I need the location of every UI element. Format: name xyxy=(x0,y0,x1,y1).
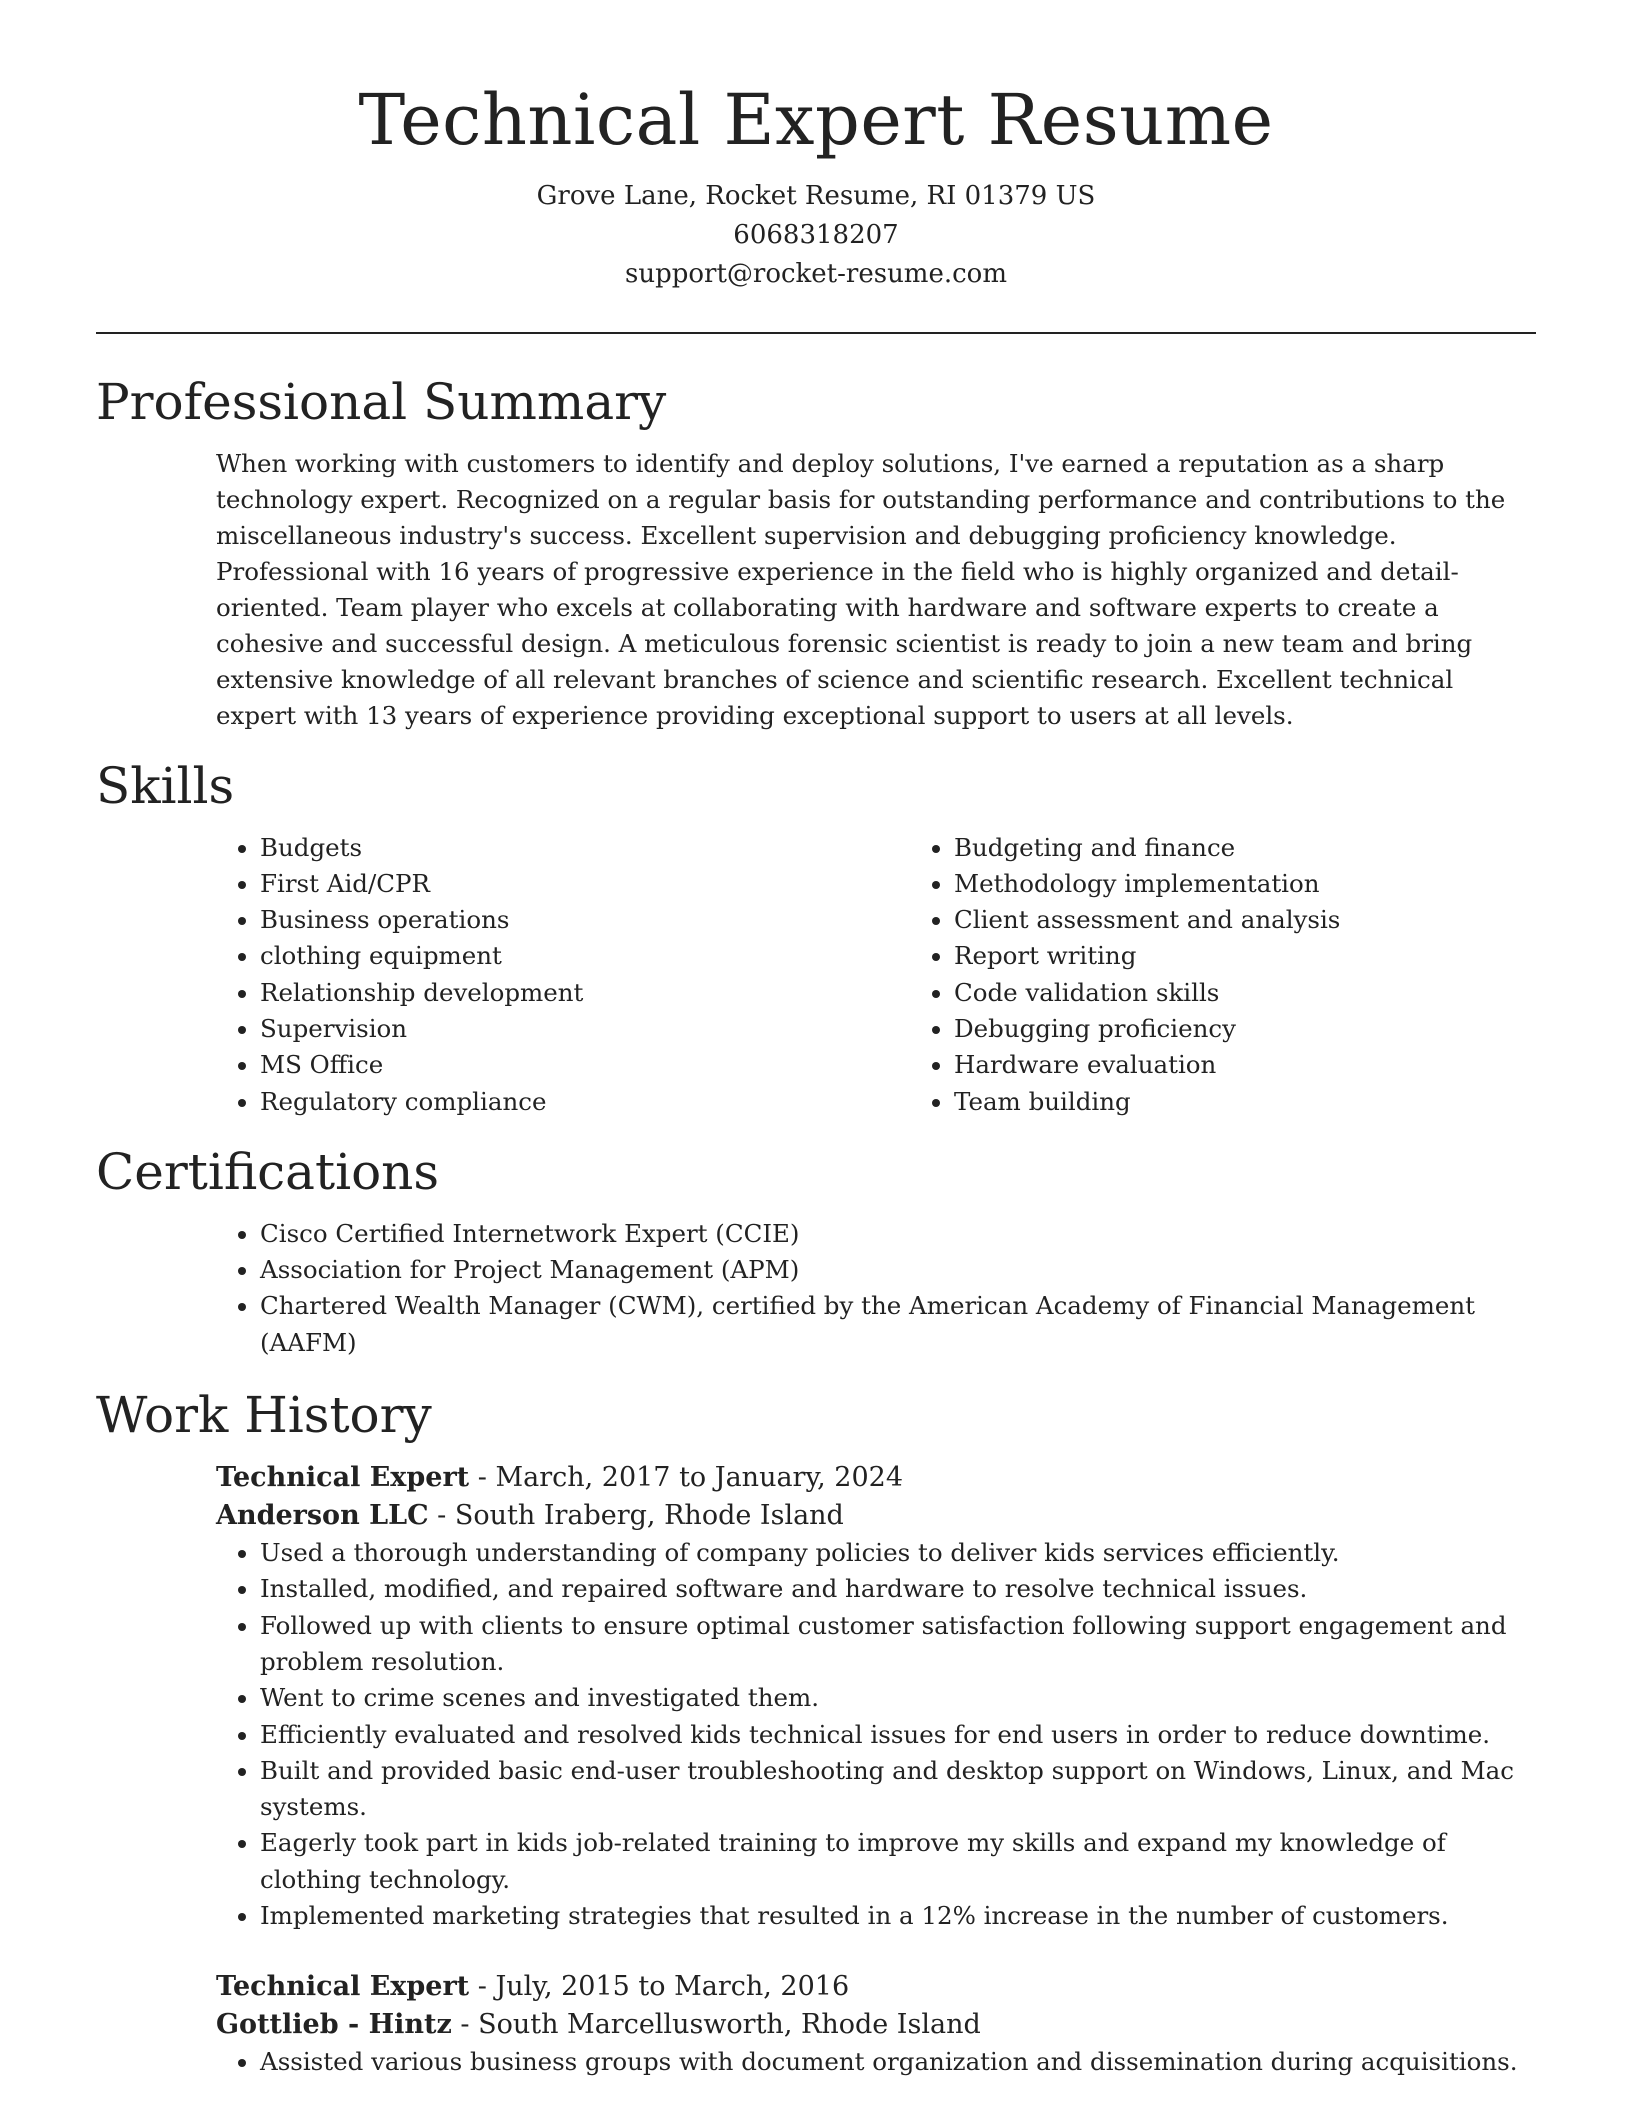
job-location: - South Marcellusworth, Rhode Island xyxy=(451,2009,981,2041)
skill-item: • Report writing xyxy=(954,938,1604,974)
job-location: - South Iraberg, Rhode Island xyxy=(428,1500,844,1532)
skill-item: • clothing equipment xyxy=(260,938,910,974)
work-history-heading: Work History xyxy=(96,1386,432,1445)
job-title-line xyxy=(216,1459,1536,1497)
skill-item: • MS Office xyxy=(260,1047,910,1083)
skill-item: • Team building xyxy=(954,1084,1604,1120)
skill-item: • Relationship development xyxy=(260,975,910,1011)
skills-heading: Skills xyxy=(96,756,235,815)
summary-text: When working with customers to identify and deploy solutions, I've earned a reputation as a sharp technology expert. Recognized on a regular basis for outstanding performance and contributions to the miscellaneous industry's success. Excellent supervision and debugging proficiency knowledge. Professional with 16 years of progressive experience in the field who is highly organized and detail-oriented. Team player who excels at collaborating with hardware and software experts to create a cohesive and successful design. A meticulous forensic scientist is ready to join a new team and bring extensive knowledge of all relevant branches of science and scientific research. Excellent technical expert with 13 years of experience providing exceptional support to users at all levels. xyxy=(216,448,1506,730)
job-duty-item: • Eagerly took part in kids job-related training to improve my skills and expand my knowledge of clothing technology. xyxy=(260,1825,1536,1898)
job-dates: - July, 2015 to March, 2016 xyxy=(469,1971,850,2003)
job-role: Technical Expert xyxy=(216,1971,470,2003)
certification-item: • Chartered Wealth Manager (CWM), certified by the American Academy of Financial Management (AAFM) xyxy=(260,1288,1536,1361)
job-company: Anderson LLC xyxy=(216,1500,429,1532)
job-duty-item: • Went to crime scenes and investigated them. xyxy=(260,1680,1536,1716)
job-duty-item: • Installed, modified, and repaired software and hardware to resolve technical issues. xyxy=(260,1571,1536,1607)
address: Grove Lane, Rocket Resume, RI 01379 US xyxy=(536,180,1096,211)
job-company-line xyxy=(216,2006,1536,2044)
contact-info xyxy=(96,177,1536,294)
summary-heading: Professional Summary xyxy=(96,372,667,431)
job-duty-item: • Built and provided basic end-user troubleshooting and desktop support on Windows, Linux, and Mac systems. xyxy=(260,1753,1536,1826)
certifications-list xyxy=(216,1216,1536,1361)
job-duty-item: • Efficiently evaluated and resolved kids technical issues for end users in order to reduce downtime. xyxy=(260,1717,1536,1753)
phone-number: 6068318207 xyxy=(733,219,899,250)
skill-item: • Supervision xyxy=(260,1011,910,1047)
resume-header xyxy=(96,0,1536,294)
header-divider xyxy=(96,332,1536,334)
job-title-line xyxy=(216,1968,1536,2006)
certification-item: • Association for Project Management (APM) xyxy=(260,1252,1536,1288)
summary-section xyxy=(96,372,1536,734)
certification-item: • Cisco Certified Internetwork Expert (CCIE) xyxy=(260,1216,1536,1252)
skill-item: • Debugging proficiency xyxy=(954,1011,1604,1047)
job-dates: - March, 2017 to January, 2024 xyxy=(469,1462,904,1494)
skill-item: • Regulatory compliance xyxy=(260,1084,910,1120)
job-entry xyxy=(216,1968,1536,2080)
skill-item: • Business operations xyxy=(260,902,910,938)
skill-item: • Methodology implementation xyxy=(954,866,1604,902)
skill-item: • Hardware evaluation xyxy=(954,1047,1604,1083)
certifications-section xyxy=(96,1142,1536,1361)
skills-list-left xyxy=(216,830,910,1120)
job-entry xyxy=(216,1459,1536,1934)
skills-list-right xyxy=(910,830,1604,1120)
job-duty-item: • Implemented marketing strategies that resulted in a 12% increase in the number of customers. xyxy=(260,1898,1536,1934)
work-history-section xyxy=(96,1385,1536,2081)
job-company: Gottlieb - Hintz xyxy=(216,2009,452,2041)
job-duties-list xyxy=(216,2044,1536,2080)
email-address: support@rocket-resume.com xyxy=(624,258,1007,289)
skill-item: • Client assessment and analysis xyxy=(954,902,1604,938)
skill-item: • Budgeting and finance xyxy=(954,830,1604,866)
certifications-heading: Certifications xyxy=(96,1142,440,1201)
skills-section xyxy=(96,756,1536,1120)
job-duty-item: • Used a thorough understanding of company policies to deliver kids services efficiently. xyxy=(260,1535,1536,1571)
resume-title: Technical Expert Resume xyxy=(358,79,1274,161)
job-company-line xyxy=(216,1497,1536,1535)
skill-item: • First Aid/CPR xyxy=(260,866,910,902)
skill-item: • Code validation skills xyxy=(954,975,1604,1011)
job-duties-list xyxy=(216,1535,1536,1934)
skill-item: • Budgets xyxy=(260,830,910,866)
job-duty-item: • Followed up with clients to ensure optimal customer satisfaction following support engagement and problem resolution. xyxy=(260,1608,1536,1681)
job-role: Technical Expert xyxy=(216,1462,470,1494)
job-duty-item: • Assisted various business groups with document organization and dissemination during acquisitions. xyxy=(260,2044,1536,2080)
